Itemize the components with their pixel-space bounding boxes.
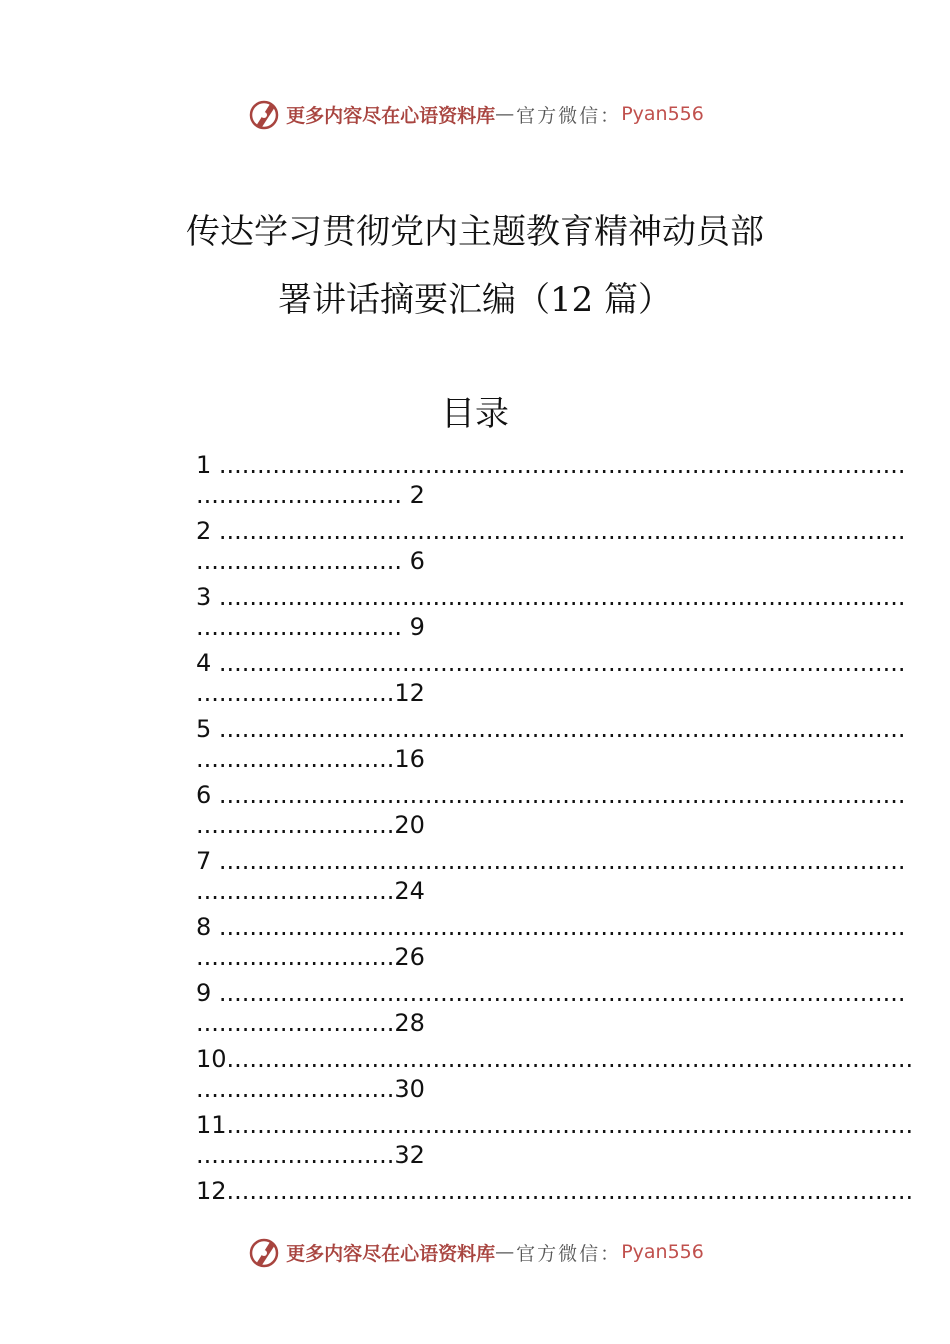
toc-leader-dots: ..........................: [196, 679, 395, 707]
toc-entry-number: 4: [196, 649, 212, 677]
banner-wechat: Pyan556: [621, 103, 704, 125]
toc-entry-number: 8: [196, 913, 212, 941]
toc-entry-page: 24: [394, 877, 425, 905]
banner-prefix: 更多内容尽在心语资料库: [286, 1242, 496, 1265]
toc-entry-line: [196, 912, 906, 942]
toc-entry[interactable]: [196, 450, 906, 516]
banner-prefix: 更多内容尽在心语资料库: [286, 104, 496, 127]
banner-middle: 官方微信：: [516, 104, 622, 127]
toc-entry[interactable]: [196, 978, 906, 1044]
toc-entry[interactable]: [196, 1110, 914, 1176]
toc-entry-line: [196, 678, 846, 708]
toc-entry-line: [196, 846, 906, 876]
toc-leader-dots: ...........................: [196, 613, 410, 641]
banner-dash: —: [495, 1241, 517, 1263]
toc-entry-line: [196, 546, 846, 576]
toc-entry-page: 30: [394, 1075, 425, 1103]
toc-leader-dots: ..........................................................................................: [211, 781, 906, 809]
toc-leader-dots: ..........................................................................................: [226, 1111, 914, 1139]
toc-entry-line: [196, 1044, 914, 1074]
toc-entry-number: 6: [196, 781, 212, 809]
toc-entry[interactable]: [196, 912, 906, 978]
document-title-line1: 传达学习贯彻党内主题教育精神动员部: [186, 212, 764, 252]
toc-entry-line: [196, 1176, 914, 1206]
toc-leader-dots: ..........................: [196, 1075, 395, 1103]
toc-entry[interactable]: [196, 846, 906, 912]
toc-entry-page: 32: [394, 1141, 425, 1169]
toc-entry[interactable]: [196, 582, 906, 648]
toc-leader-dots: ..........................................................................................: [211, 517, 906, 545]
pen-nib-logo-icon: [246, 96, 282, 132]
toc-entry[interactable]: [196, 714, 906, 780]
toc-entry-line: [196, 978, 906, 1008]
toc-leader-dots: ..........................: [196, 745, 395, 773]
toc-entry-page: 28: [394, 1009, 425, 1037]
toc-heading: 目录: [441, 394, 509, 434]
toc-entry-line: [196, 516, 906, 546]
toc-entry-number: 11: [196, 1111, 227, 1139]
toc-leader-dots: ..........................................................................................: [211, 451, 906, 479]
toc-leader-dots: ..........................................................................................: [226, 1045, 914, 1073]
toc-entry-line: [196, 1140, 846, 1170]
toc-entry-number: 1: [196, 451, 212, 479]
toc-leader-dots: ..........................: [196, 1009, 395, 1037]
toc-entry-line: [196, 1074, 846, 1104]
toc-entry-number: 12: [196, 1177, 227, 1205]
toc-entry-line: [196, 450, 906, 480]
toc-leader-dots: ..........................................................................................: [211, 913, 906, 941]
toc-entry-line: [196, 780, 906, 810]
toc-leader-dots: ..........................: [196, 943, 395, 971]
toc-leader-dots: ..........................: [196, 877, 395, 905]
banner-middle: 官方微信：: [516, 1242, 622, 1265]
toc-leader-dots: ..........................................................................................: [226, 1177, 914, 1205]
toc-leader-dots: ..........................................................................................: [211, 583, 906, 611]
toc-entry[interactable]: [196, 1044, 914, 1110]
toc-entry[interactable]: [196, 516, 906, 582]
pen-nib-logo-icon: [246, 1234, 282, 1270]
toc-leader-dots: ..........................................................................................: [211, 715, 906, 743]
toc-entry-line: [196, 942, 846, 972]
toc-leader-dots: ..........................................................................................: [211, 979, 906, 1007]
footer-banner: [0, 1232, 950, 1272]
toc-entry-number: 7: [196, 847, 212, 875]
toc-entry-number: 10: [196, 1045, 227, 1073]
banner-wechat: Pyan556: [621, 1241, 704, 1263]
toc-entry-number: 3: [196, 583, 212, 611]
toc-entry-page: 20: [394, 811, 425, 839]
toc-entry-number: 5: [196, 715, 212, 743]
toc-entry-page: 6: [409, 547, 425, 575]
toc-leader-dots: ..........................: [196, 1141, 395, 1169]
toc-entry-page: 26: [394, 943, 425, 971]
toc-entry-page: 2: [409, 481, 425, 509]
toc-entry-line: [196, 810, 846, 840]
table-of-contents: [196, 450, 914, 1242]
toc-entry-page: 12: [394, 679, 425, 707]
toc-entry-line: [196, 1110, 914, 1140]
header-banner: [0, 94, 950, 134]
toc-entry-number: 2: [196, 517, 212, 545]
toc-leader-dots: ..........................: [196, 811, 395, 839]
toc-entry[interactable]: [196, 780, 906, 846]
document-title-line2: 署讲话摘要汇编（12 篇）: [277, 280, 673, 320]
toc-entry-page: 16: [394, 745, 425, 773]
toc-entry-line: [196, 714, 906, 744]
banner-dash: —: [495, 103, 517, 125]
toc-leader-dots: ..........................................................................................: [211, 847, 906, 875]
toc-entry-line: [196, 648, 906, 678]
toc-leader-dots: ...........................: [196, 481, 410, 509]
toc-entry-line: [196, 480, 846, 510]
toc-entry-line: [196, 876, 846, 906]
toc-leader-dots: ..........................................................................................: [211, 649, 906, 677]
toc-entry-number: 9: [196, 979, 212, 1007]
toc-entry-line: [196, 582, 906, 612]
toc-entry-line: [196, 1008, 846, 1038]
toc-entry-line: [196, 612, 846, 642]
toc-entry-line: [196, 744, 846, 774]
toc-leader-dots: ...........................: [196, 547, 410, 575]
toc-entry[interactable]: [196, 648, 906, 714]
toc-entry-page: 9: [409, 613, 425, 641]
